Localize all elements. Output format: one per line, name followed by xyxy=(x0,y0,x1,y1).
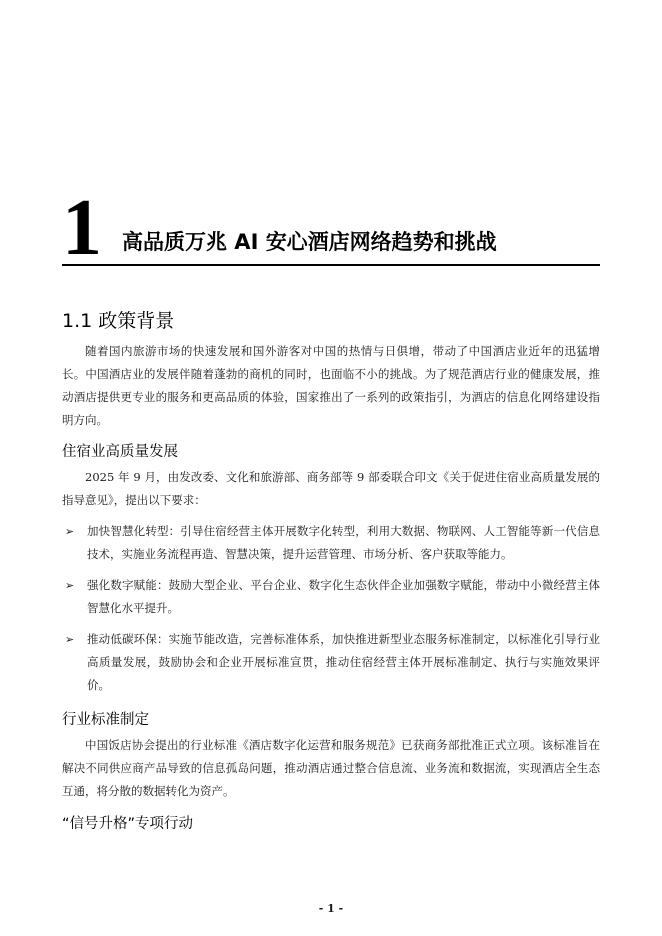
bullet-text: 强化数字赋能：鼓励大型企业、平台企业、数字化生态伙伴企业加强数字赋能，带动中小微经营主体智慧化水平提升。 xyxy=(87,578,600,615)
chapter-number: 1 xyxy=(62,184,102,272)
subsection-heading-quality: 住宿业高质量发展 xyxy=(62,444,178,460)
bullet-item xyxy=(62,520,600,566)
arrowhead-bullet-icon: ➢ xyxy=(65,525,75,538)
chapter-title: 高品质万兆 AI 安心酒店网络趋势和挑战 xyxy=(122,230,497,254)
subsection-text-standard: 中国饭店协会提出的行业标准《酒店数字化运营和服务规范》已获商务部批准正式立项。该标准旨在解决不同供应商产品导致的信息孤岛问题，推动酒店通过整合信息流、业务流和数据流，实现酒店全生态互通，将分散的数据转化为资产。 xyxy=(62,738,600,798)
bullet-item xyxy=(62,628,600,697)
bullet-text: 推动低碳环保：实施节能改造，完善标准体系，加快推进新型业态服务标准制定，以标准化引导行业高质量发展，鼓励协会和企业开展标准宣贯，推动住宿经营主体开展标准制定、执行与实施效果评价。 xyxy=(87,632,600,692)
section-heading: 1.1 政策背景 xyxy=(62,310,175,332)
arrowhead-bullet-icon: ➢ xyxy=(65,633,75,646)
bullet-item xyxy=(62,574,600,620)
subsection-text-quality: 2025 年 9 月，由发改委、文化和旅游部、商务部等 9 部委联合印文《关于促进住宿业高质量发展的指导意见》，提出以下要求： xyxy=(62,470,600,507)
subsection-heading-signal: “信号升格”专项行动 xyxy=(62,816,194,832)
arrowhead-bullet-icon: ➢ xyxy=(65,579,75,592)
section-intro: 随着国内旅游市场的快速发展和国外游客对中国的热情与日俱增，带动了中国酒店业近年的迅猛增长。中国酒店业的发展伴随着蓬勃的商机的同时，也面临不小的挑战。为了规范酒店行业的健康发展，推动酒店提供更专业的服务和更高品质的体验，国家推出了一系列的政策指引，为酒店的信息化网络建设指明方向。 xyxy=(62,344,600,427)
page-number: - 1 - xyxy=(318,902,344,915)
subsection-heading-standard: 行业标准制定 xyxy=(62,712,149,728)
chapter-header xyxy=(62,184,600,272)
bullet-text: 加快智慧化转型：引导住宿经营主体开展数字化转型，利用大数据、物联网、人工智能等新一代信息技术，实施业务流程再造、智慧决策，提升运营管理、市场分析、客户获取等能力。 xyxy=(87,524,600,561)
